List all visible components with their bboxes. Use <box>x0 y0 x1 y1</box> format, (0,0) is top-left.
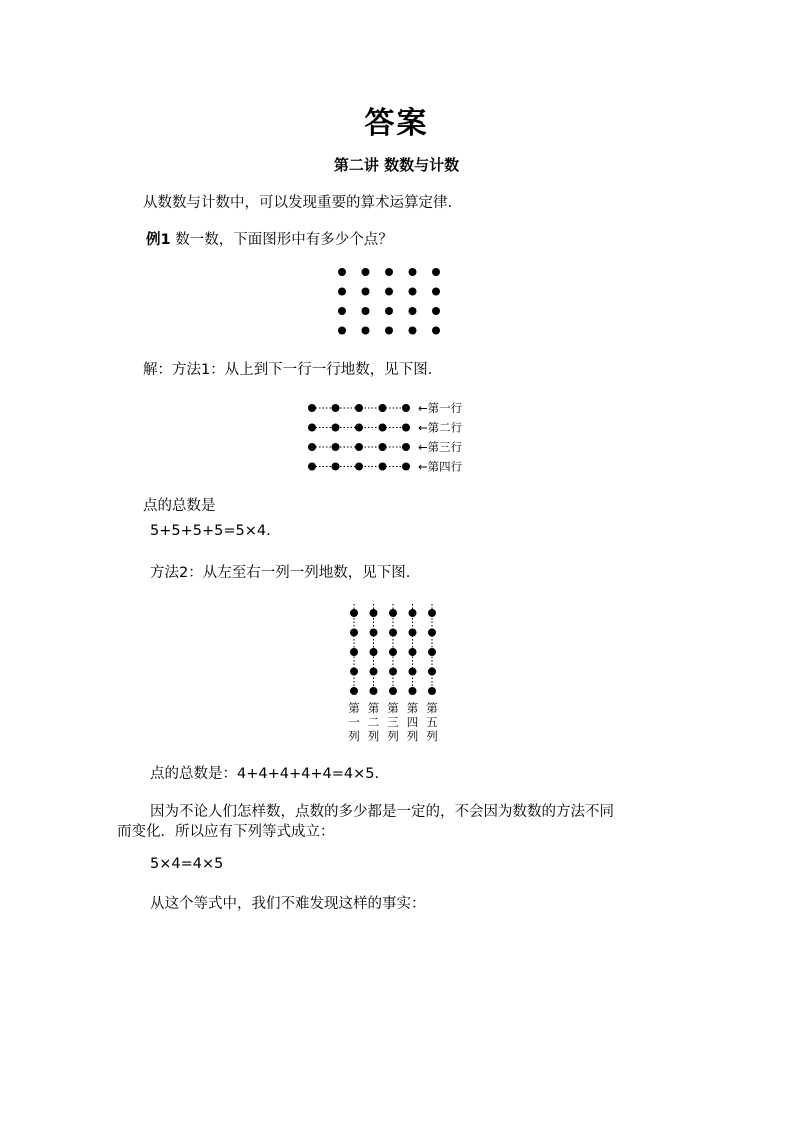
method1-text: 解：方法1：从上到下一行一行地数，见下图. <box>143 362 433 378</box>
dot <box>308 424 316 432</box>
column-label: 列 <box>348 729 360 743</box>
example-question: 数一数，下面图形中有多少个点？ <box>175 232 393 248</box>
dot <box>355 424 363 432</box>
dot <box>432 307 440 315</box>
row-label: ←第三行 <box>418 440 463 454</box>
dot <box>379 424 387 432</box>
equation-commutative: 5×4=4×5 <box>150 856 224 872</box>
dot <box>385 288 393 296</box>
dot <box>428 668 436 676</box>
dot <box>402 463 410 471</box>
dot <box>338 288 346 296</box>
column-label: 列 <box>387 729 399 743</box>
dot <box>370 629 378 637</box>
dot <box>332 424 340 432</box>
row-label: ←第四行 <box>418 459 463 474</box>
dot <box>338 268 346 276</box>
reason-line-1: 因为不论人们怎样数，点数的多少都是一定的，不会因为数数的方法不同 <box>150 804 614 820</box>
column-label: 一 <box>348 715 360 729</box>
row-count-figure <box>300 398 480 478</box>
dot <box>362 327 370 335</box>
dot <box>409 648 417 656</box>
dot <box>370 687 378 695</box>
dot <box>385 268 393 276</box>
partial-total-line: 点的总数是 <box>143 498 216 514</box>
dot <box>409 288 417 296</box>
column-label: 列 <box>426 729 438 743</box>
dot <box>409 687 417 695</box>
column-label: 第 <box>348 701 360 715</box>
dot <box>389 687 397 695</box>
dot <box>379 443 387 451</box>
conclusion-text: 从这个等式中，我们不难发现这样的事实： <box>150 896 426 912</box>
column-label: 第 <box>387 701 399 715</box>
column-label: 第 <box>406 701 419 715</box>
dot <box>432 268 440 276</box>
dot <box>402 443 410 451</box>
dot <box>308 404 316 412</box>
lecture-subtitle: 第二讲 数数与计数 <box>333 156 460 174</box>
dot <box>308 443 316 451</box>
dot <box>409 307 417 315</box>
row-label: ←第一行 <box>418 401 463 415</box>
dot <box>402 424 410 432</box>
total-columns-text: 点的总数是：4+4+4+4+4=4×5. <box>150 766 380 782</box>
dot-grid-figure <box>330 262 450 342</box>
dot <box>355 443 363 451</box>
example-line <box>146 228 393 249</box>
dot <box>432 327 440 335</box>
column-label: 二 <box>367 715 380 729</box>
reason-line-2: 而变化．所以应有下列等式成立： <box>117 824 335 840</box>
intro-paragraph: 从数数与计数中，可以发现重要的算术运算定律. <box>143 195 453 211</box>
page-title: 答案 <box>364 106 429 141</box>
dot <box>409 268 417 276</box>
dot <box>409 327 417 335</box>
column-label: 列 <box>406 729 419 743</box>
column-label: 五 <box>426 715 438 729</box>
dot <box>389 629 397 637</box>
column-label: 列 <box>367 729 380 743</box>
dot <box>432 288 440 296</box>
dot <box>370 648 378 656</box>
dot <box>389 668 397 676</box>
dot <box>370 609 378 617</box>
dot <box>389 648 397 656</box>
dot <box>308 463 316 471</box>
dot <box>332 443 340 451</box>
method2-text: 方法2：从左至右一列一列地数，见下图. <box>150 565 411 581</box>
dot <box>350 609 358 617</box>
dot <box>355 463 363 471</box>
dot <box>379 463 387 471</box>
dot <box>370 668 378 676</box>
dot <box>428 687 436 695</box>
example-label: 例1 <box>146 232 171 248</box>
dot <box>385 307 393 315</box>
dot <box>362 288 370 296</box>
dot <box>362 268 370 276</box>
dot <box>332 463 340 471</box>
dot <box>385 327 393 335</box>
dot <box>332 404 340 412</box>
dot <box>350 629 358 637</box>
dot <box>362 307 370 315</box>
dot <box>428 629 436 637</box>
dot <box>350 687 358 695</box>
dot <box>338 327 346 335</box>
column-label: 四 <box>406 715 419 729</box>
column-label: 第 <box>367 701 380 715</box>
dot <box>409 609 417 617</box>
row-label: ←第二行 <box>418 420 463 435</box>
dot <box>428 609 436 617</box>
dot <box>350 648 358 656</box>
column-label: 三 <box>387 715 399 729</box>
dot <box>350 668 358 676</box>
dot <box>355 404 363 412</box>
equation-rows: 5+5+5+5=5×4. <box>150 523 271 539</box>
dot <box>338 307 346 315</box>
dot <box>428 648 436 656</box>
dot <box>389 609 397 617</box>
dot <box>402 404 410 412</box>
column-count-figure <box>336 600 452 745</box>
dot <box>379 404 387 412</box>
dot <box>409 668 417 676</box>
dot <box>409 629 417 637</box>
column-label: 第 <box>426 701 438 715</box>
